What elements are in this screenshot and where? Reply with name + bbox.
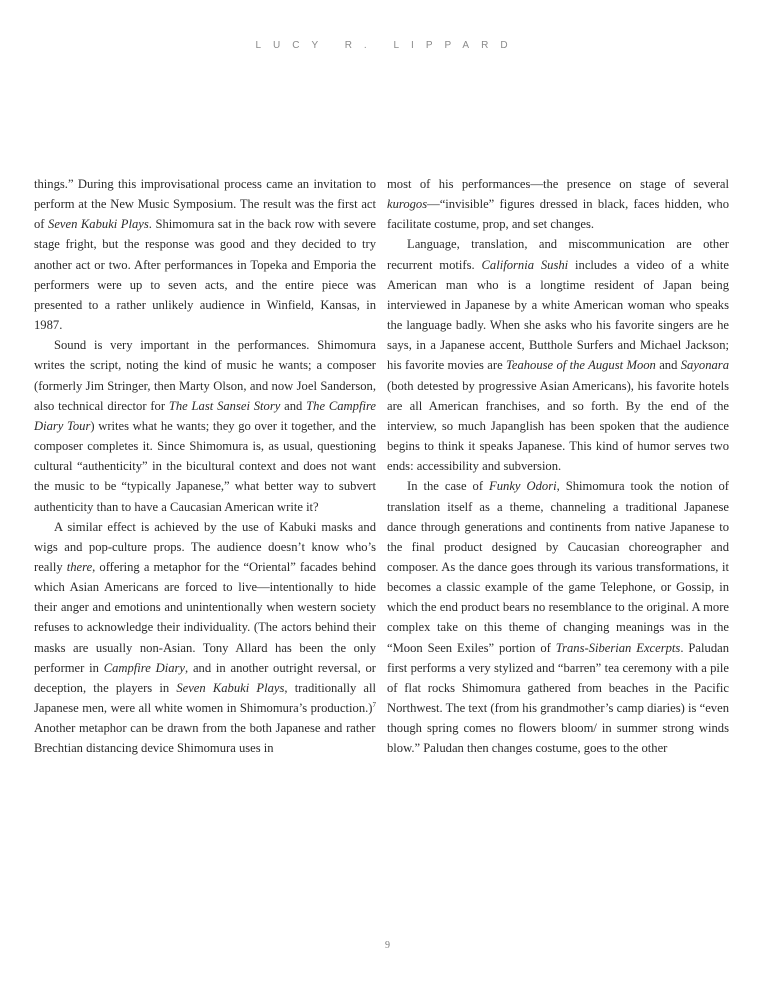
paragraph: most of his performances—the presence on stage of several kurogos—“invisible” figures dressed in black, faces hidden, who facilitate costume, prop, and set changes. [387, 177, 729, 232]
paragraph: things.” During this improvisational process came an invitation to perform at the New Music Symposium. The result was the first act of Seven Kabuki Plays. Shimomura sat in the back row with severe stage fright, but the response was good and they decided to try another act or two. After performances in Topeka and Emporia the performers were up to seven acts, and the entire piece was presented to a rather unlikely audience in Winfield, Kansas, in 1987. [34, 177, 376, 333]
footnote-marker: 7 [372, 700, 376, 709]
left-column [34, 174, 376, 759]
right-column [387, 174, 729, 759]
paragraph: A similar effect is achieved by the use of Kabuki masks and wigs and pop-culture props. The audience doesn’t know who’s really there, offering a metaphor for the “Oriental” facades behind which Asian Americans are forced to live—intentionally to hide their anger and emotions and unintentionally when western society refuses to acknowledge their individuality. (The actors behind their masks are usually non-Asian. Tony Allard has been the only performer in Campfire Diary, and in another outright reversal, or deception, the players in Seven Kabuki Plays, traditionally all Japanese men, were all white women in Shimomura’s production.)$^7$ Another metaphor can be drawn from the both Japanese and rather Brechtian distancing device Shimomura uses in [34, 519, 376, 756]
paragraph: Language, translation, and miscommunication are other recurrent motifs. California Sushi includes a video of a white American man who is a longtime resident of Japan being interviewed in Japanese by a white American woman who speaks the language badly. When she asks who his favorite singers are he says, in a Japanese accent, Butthole Surfers and Michael Jackson; his favorite movies are Teahouse of the August Moon and Sayonara (both detested by progressive Asian Americans), his favorite hotels are all American franchises, and so forth. By the end of the interview, so much Japanglish has been spoken that the audience begins to think it speaks Japanese. This kind of humor serves two ends: accessibility and subversion. [387, 237, 730, 474]
running-head: LUCY R. LIPPARD [255, 40, 520, 51]
paragraph: Sound is very important in the performances. Shimomura writes the script, noting the kind of music he wants; a composer (formerly Jim Stringer, then Marty Olson, and now Joel Sanderson, also technical director for The Last Sansei Story and The Campfire Diary Tour) writes what he wants; they go over it together, and the composer completes it. Since Shimomura is, as usual, questioning cultural “authenticity” in the bicultural context and does not want the music to be “typically Japanese,” what better way to subvert authenticity than to have a Caucasian American write it? [34, 338, 376, 514]
paragraph: In the case of Funky Odori, Shimomura took the notion of translation itself as a theme, channeling a traditional Japanese dance through generations and continents from native Japanese to the final product designed by Caucasian choreographer and composer. As the dance goes through its various transformations, it becomes a classic example of the game Telephone, or Gossip, in which the end product bears no resemblance to the original. A more complex take on this theme of changing meanings was in the “Moon Seen Exiles” portion of Trans-Siberian Excerpts. Paludan first performs a very stylized and “barren” tea ceremony with a pile of flat rocks Shimomura gathered from beaches in the Pacific Northwest. The text (from his grandmother’s camp diaries) is “even though spring comes no flowers bloom/ in summer strong winds blow.” Paludan then changes costume, goes to the other [387, 479, 729, 756]
page-number: 9 [385, 940, 390, 951]
